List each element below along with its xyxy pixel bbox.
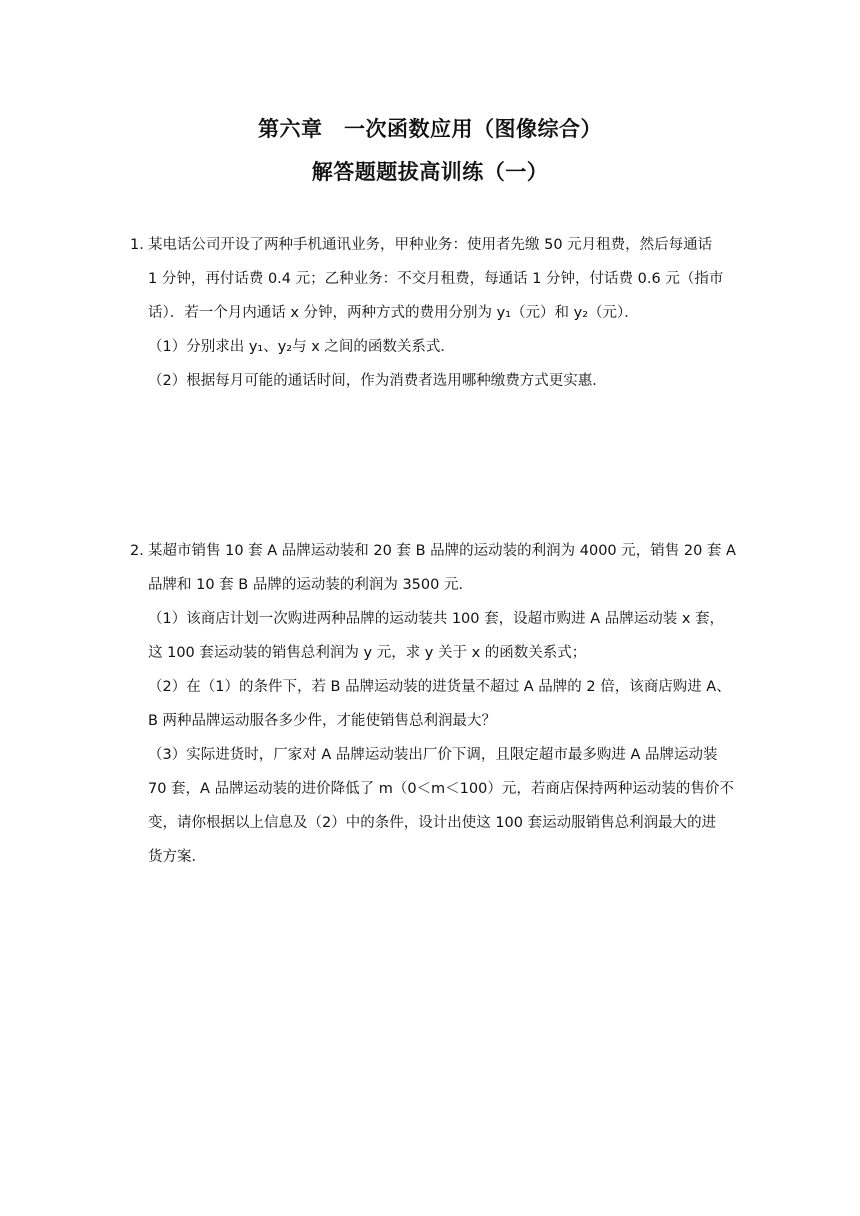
page-title: 第六章 一次函数应用（图像综合） [258, 117, 602, 141]
problem-1-line-2: 1 分钟，再付话费 0.4 元；乙种业务：不交月租费，每通话 1 分钟，付话费 0.6 元（指市 [148, 271, 724, 287]
problem-1-part-2: （2）根据每月可能的通话时间，作为消费者选用哪种缴费方式更实惠． [148, 373, 607, 389]
problem-1-line-3: 话）．若一个月内通话 x 分钟，两种方式的费用分别为 y₁（元）和 y₂（元）． [148, 305, 639, 321]
problem-2-part-2-line-2: B 两种品牌运动服各多少件，才能使销售总利润最大？ [148, 713, 497, 729]
page-subtitle: 解答题题拔高训练（一） [311, 160, 549, 184]
problem-2-part-3-line-4: 货方案． [148, 849, 206, 865]
problem-2-part-3-line-2: 70 套，A 品牌运动装的进价降低了 m（0＜m＜100）元，若商店保持两种运动装的售价不 [148, 781, 734, 797]
problem-2-part-3-line-3: 变，请你根据以上信息及（2）中的条件，设计出使这 100 套运动服销售总利润最大的进 [148, 815, 717, 831]
problem-2-number: 2． [130, 543, 154, 559]
problem-1-line-1: 1．某电话公司开设了两种手机通讯业务，甲种业务：使用者先缴 50 元月租费，然后每通话 [130, 237, 713, 253]
problem-2-part-2-line-1: （2）在（1）的条件下，若 B 品牌运动装的进货量不超过 A 品牌的 2 倍，该商店购进 A、 [148, 679, 731, 695]
problem-2-part-1-line-2: 这 100 套运动装的销售总利润为 y 元，求 y 关于 x 的函数关系式； [148, 645, 587, 661]
problem-2-line-1: 2．某超市销售 10 套 A 品牌运动装和 20 套 B 品牌的运动装的利润为 4000 元，销售 20 套 A [130, 543, 736, 559]
problem-2-part-3-line-1: （3）实际进货时，厂家对 A 品牌运动装出厂价下调，且限定超市最多购进 A 品牌运动装 [148, 747, 718, 763]
problem-2-part-1-line-1: （1）该商店计划一次购进两种品牌的运动装共 100 套，设超市购进 A 品牌运动装 x 套， [148, 611, 725, 627]
problem-2-line-2: 品牌和 10 套 B 品牌的运动装的利润为 3500 元． [148, 577, 473, 593]
problem-1-number: 1． [130, 237, 154, 253]
problem-1-part-1: （1）分别求出 y₁、y₂与 x 之间的函数关系式． [148, 339, 455, 355]
